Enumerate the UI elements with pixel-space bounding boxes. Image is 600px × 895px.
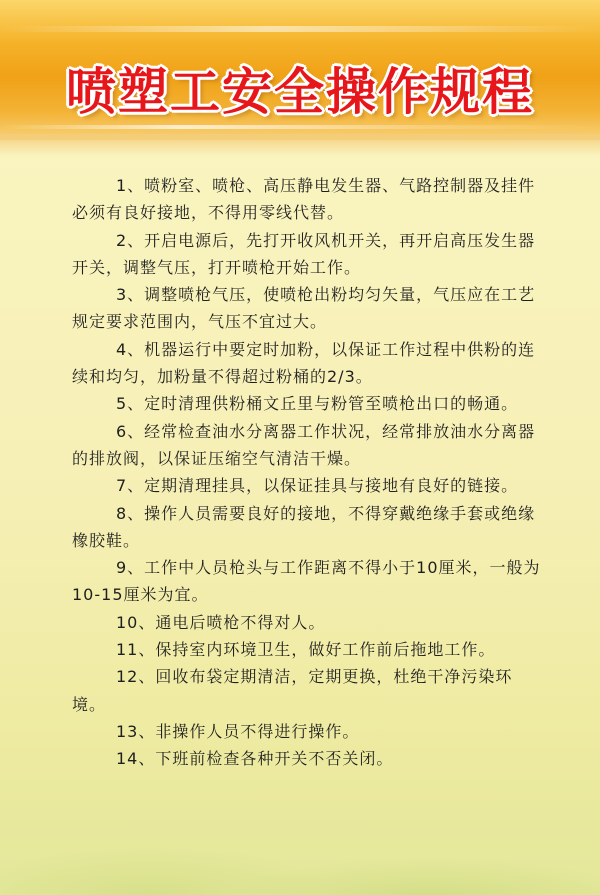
rules-list xyxy=(72,172,542,773)
background-hills xyxy=(0,775,600,895)
rule-item: 1、喷粉室、喷枪、高压静电发生器、气路控制器及挂件必须有良好接地，不得用零线代替。 xyxy=(72,176,536,223)
rule-item: 9、工作中人员枪头与工作距离不得小于10厘米，一般为10-15厘米为宜。 xyxy=(72,558,541,605)
rule-item: 8、操作人员需要良好的接地，不得穿戴绝缘手套或绝缘橡胶鞋。 xyxy=(72,503,536,550)
rule-item: 6、经常检查油水分离器工作状况，经常排放油水分离器的排放阀，以保证压缩空气清洁干燥。 xyxy=(72,421,536,468)
rule-item: 2、开启电源后，先打开收风机开关，再开启高压发生器开关，调整气压，打开喷枪开始工作。 xyxy=(72,230,536,277)
rule-item: 11、保持室内环境卫生，做好工作前后拖地工作。 xyxy=(116,640,496,660)
rule-item: 3、调整喷枪气压，使喷枪出粉均匀矢量，气压应在工艺规定要求范围内，气压不宜过大。 xyxy=(72,285,536,332)
rule-item: 5、定时清理供粉桶文丘里与粉管至喷枪出口的畅通。 xyxy=(116,394,519,414)
page-title: 喷塑工安全操作规程 xyxy=(66,63,534,121)
rule-item: 13、非操作人员不得进行操作。 xyxy=(116,721,360,741)
rule-item: 7、定期清理挂具，以保证挂具与接地有良好的链接。 xyxy=(116,476,519,496)
rule-item: 4、机器运行中要定时加粉，以保证工作过程中供粉的连续和均匀，加粉量不得超过粉桶的2/3。 xyxy=(72,339,536,387)
rule-item: 12、回收布袋定期清洁，定期更换，杜绝干净污染环境。 xyxy=(72,667,513,714)
rule-item: 14、下班前检查各种开关不否关闭。 xyxy=(116,749,394,769)
rule-item: 10、通电后喷枪不得对人。 xyxy=(116,612,326,632)
header-fade xyxy=(0,134,600,156)
